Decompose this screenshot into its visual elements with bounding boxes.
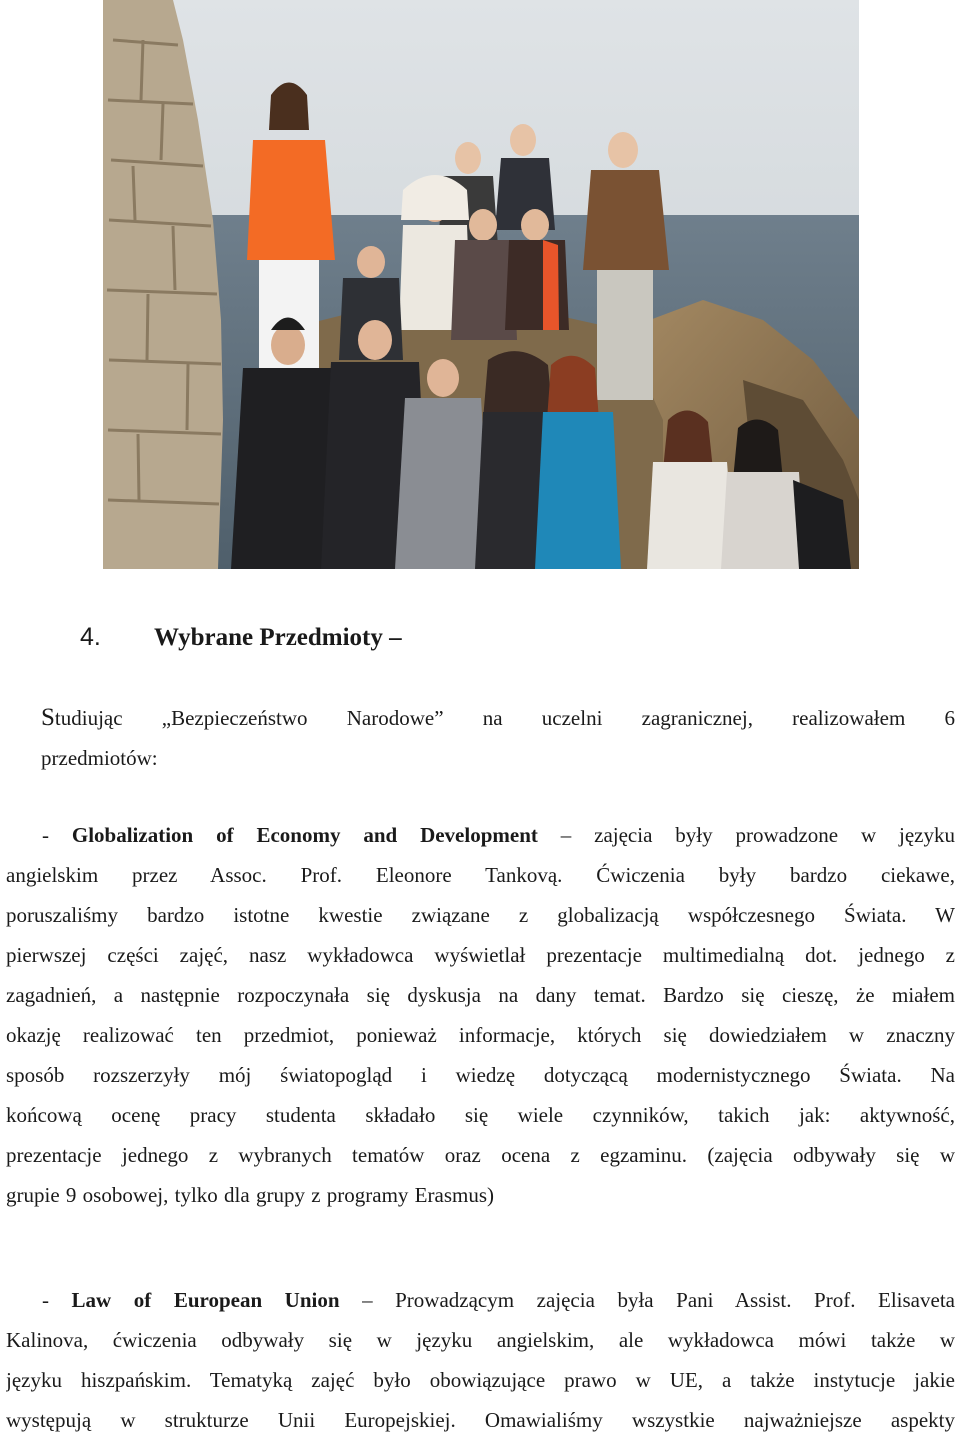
course-1-line-7: sposób rozszerzyły mój światopogląd i wiedzę dotyczącą modernistycznego Świata. Na xyxy=(6,1063,955,1087)
course-2-line-4: występują w strukturze Unii Europejskiej. Omawialiśmy wszystkie najważniejsze aspekty xyxy=(6,1408,955,1432)
course-1-line-1: - Globalization of Economy and Development – zajęcia były prowadzone w języku xyxy=(42,823,955,847)
course-1-line-6: okazję realizować ten przedmiot, ponieważ informacje, których się dowiedziałem w znaczny xyxy=(6,1023,955,1047)
course-2-line-3: języku hiszpańskim. Tematyką zajęć było obowiązujące prawo w UE, a także instytucje jakie xyxy=(6,1368,955,1392)
course-2-line-2: Kalinova, ćwiczenia odbywały się w języku angielskim, ale wykładowca mówi także w xyxy=(6,1328,955,1352)
course-2-name: Law of European Union xyxy=(71,1288,340,1312)
section-title: Wybrane Przedmioty – xyxy=(154,624,402,651)
course-1-line-3: poruszaliśmy bardzo istotne kwestie związane z globalizacją współczesnego Świata. W xyxy=(6,903,955,927)
course-globalization-paragraph xyxy=(6,815,955,1215)
intro-paragraph xyxy=(41,698,955,778)
section-number: 4. xyxy=(80,623,101,651)
intro-line-1 xyxy=(41,698,955,738)
course-eu-law-paragraph xyxy=(6,1280,955,1440)
dropcap-letter: S xyxy=(41,704,55,731)
intro-line-1-text: tudiując „Bezpieczeństwo Narodowe” na uczelni zagranicznej, realizowałem 6 xyxy=(54,706,955,730)
group-photo xyxy=(103,0,859,569)
course-1-line-9: prezentacje jednego z wybranych tematów oraz ocena z egzaminu. (zajęcia odbywały się w xyxy=(6,1143,955,1167)
course-1-line-8: końcową ocenę pracy studenta składało się wiele czynników, takich jak: aktywność, xyxy=(6,1103,955,1127)
course-2-line-1: - Law of European Union – Prowadzącym zajęcia była Pani Assist. Prof. Elisaveta xyxy=(42,1288,955,1312)
course-1-line-2: angielskim przez Assoc. Prof. Eleonore Tankovą. Ćwiczenia były bardzo ciekawe, xyxy=(6,863,955,887)
course-1-line-10: grupie 9 osobowej, tylko dla grupy z programy Erasmus) xyxy=(6,1183,494,1207)
section-heading xyxy=(80,620,402,654)
group-photo-icon xyxy=(103,0,859,569)
course-1-line-4: pierwszej części zajęć, nasz wykładowca wyświetlał prezentacje multimedialną dot. jednego z xyxy=(6,943,955,967)
intro-line-2: przedmiotów: xyxy=(41,746,158,770)
course-1-line-5: zagadnień, a następnie rozpoczynała się dyskusja na dany temat. Bardzo się cieszę, że miałem xyxy=(6,983,955,1007)
course-1-name: Globalization of Economy and Development xyxy=(71,823,538,847)
